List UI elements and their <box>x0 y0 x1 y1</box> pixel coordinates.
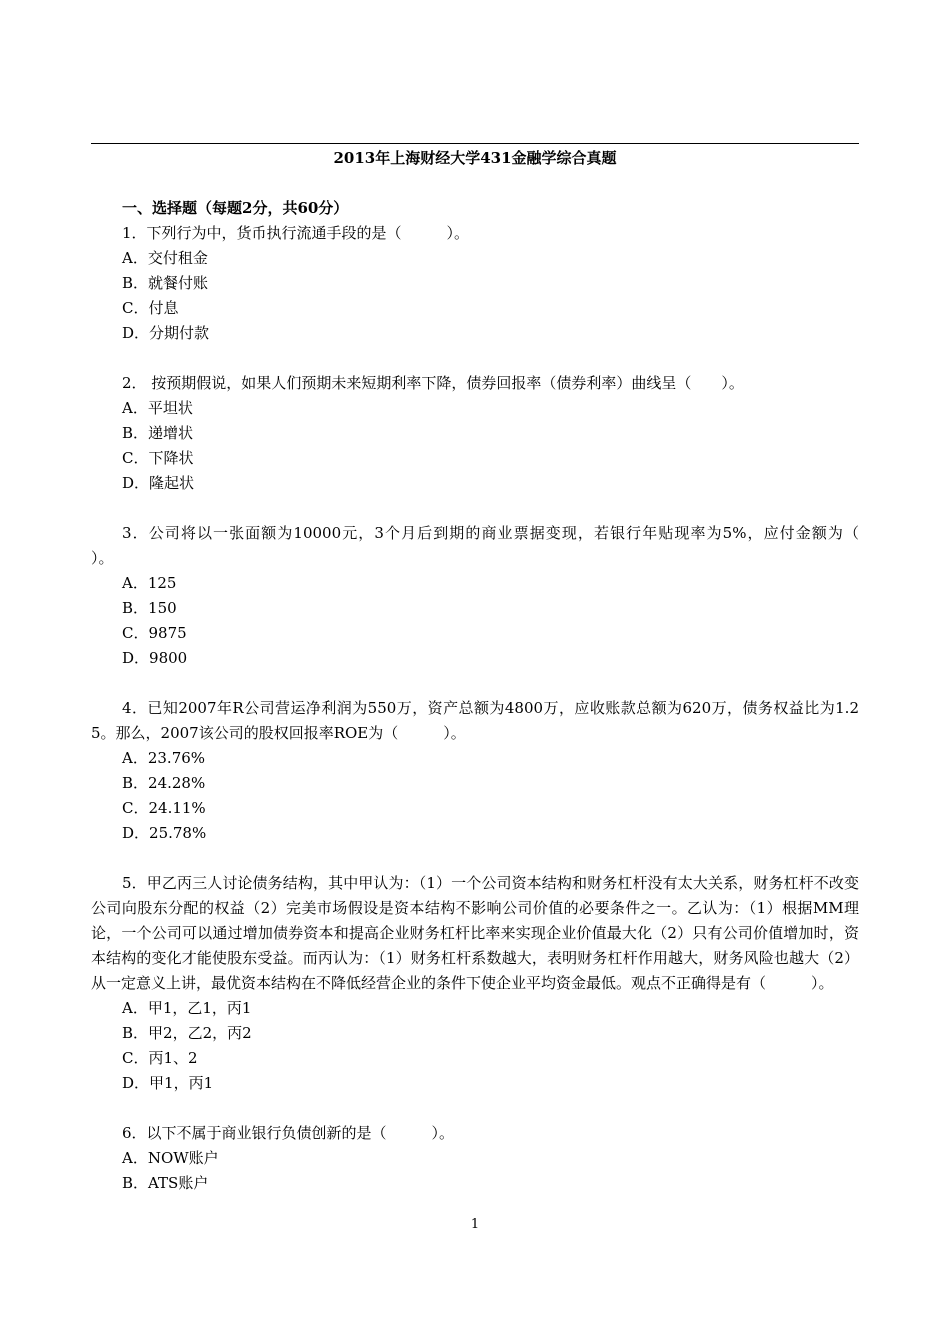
option-a: A．125 <box>122 574 177 592</box>
option-c: C．下降状 <box>122 449 194 467</box>
question-2 <box>91 371 859 496</box>
question-stem: 3．公司将以一张面额为10000元，3个月后到期的商业票据变现，若银行年贴现率为5%，应付金额为（ ）。 <box>91 524 905 567</box>
header-rule <box>91 143 859 144</box>
option-d: D．25.78% <box>122 824 207 842</box>
document-body <box>91 196 905 1196</box>
question-3 <box>91 521 905 671</box>
spacer <box>91 496 859 521</box>
option-a: A．交付租金 <box>122 249 208 267</box>
question-1 <box>91 221 859 346</box>
question-stem: 4．已知2007年R公司营运净利润为550万，资产总额为4800万，应收账款总额为620万，债务权益比为1.25。那么，2007该公司的股权回报率ROE为（ ）。 <box>91 699 859 742</box>
option-a: A．NOW账户 <box>122 1149 219 1167</box>
page-number: 1 <box>470 1217 480 1232</box>
question-stem: 1．下列行为中，货币执行流通手段的是（ ）。 <box>122 224 470 242</box>
spacer <box>91 846 859 871</box>
spacer <box>91 346 859 371</box>
option-d: D．9800 <box>122 649 188 667</box>
option-c: C．24.11% <box>122 799 206 817</box>
spacer <box>91 1096 859 1121</box>
option-b: B．递增状 <box>122 424 194 442</box>
question-stem: 5．甲乙丙三人讨论债务结构，其中甲认为：（1）一个公司资本结构和财务杠杆没有太大关系，财务杠杆不改变公司向股东分配的权益（2）完美市场假设是资本结构不影响公司价值的必要条件之一。乙认为：（1）根据MM理论，一个公司可以通过增加债券资本和提高企业财务杠杆比率来实现企业价值最大化（2）只有公司价值增加时，资本结构的变化才能使股东受益。而丙认为：（1）财务杠杆系数越大，表明财务杠杆作用越大，财务风险也越大（2）从一定意义上讲，最优资本结构在不降低经营企业的条件下使企业平均资金最低。观点不正确得是有（ ）。 <box>91 874 859 992</box>
option-a: A．23.76% <box>122 749 206 767</box>
option-c: C．9875 <box>122 624 187 642</box>
option-c: C．付息 <box>122 299 179 317</box>
option-b: B．150 <box>122 599 177 617</box>
option-d: D．隆起状 <box>122 474 195 492</box>
option-b: B．ATS账户 <box>122 1174 209 1192</box>
question-4 <box>91 696 859 846</box>
question-stem: 2． 按预期假说，如果人们预期未来短期利率下降，债券回报率（债券利率）曲线呈（ ）。 <box>122 374 744 392</box>
document-title: 2013年上海财经大学431金融学综合真题 <box>333 149 617 167</box>
option-d: D．甲1，丙1 <box>122 1074 214 1092</box>
question-stem: 6．以下不属于商业银行负债创新的是（ ）。 <box>122 1124 455 1142</box>
question-6 <box>91 1121 859 1196</box>
option-b: B．24.28% <box>122 774 206 792</box>
option-b: B．甲2，乙2，丙2 <box>122 1024 252 1042</box>
option-c: C．丙1、2 <box>122 1049 198 1067</box>
option-d: D．分期付款 <box>122 324 210 342</box>
question-5 <box>91 871 859 1096</box>
option-a: A．平坦状 <box>122 399 193 417</box>
section-title: 一、选择题（每题2分，共60分） <box>122 199 349 217</box>
option-b: B．就餐付账 <box>122 274 209 292</box>
spacer <box>91 671 859 696</box>
option-a: A．甲1，乙1，丙1 <box>122 999 252 1017</box>
